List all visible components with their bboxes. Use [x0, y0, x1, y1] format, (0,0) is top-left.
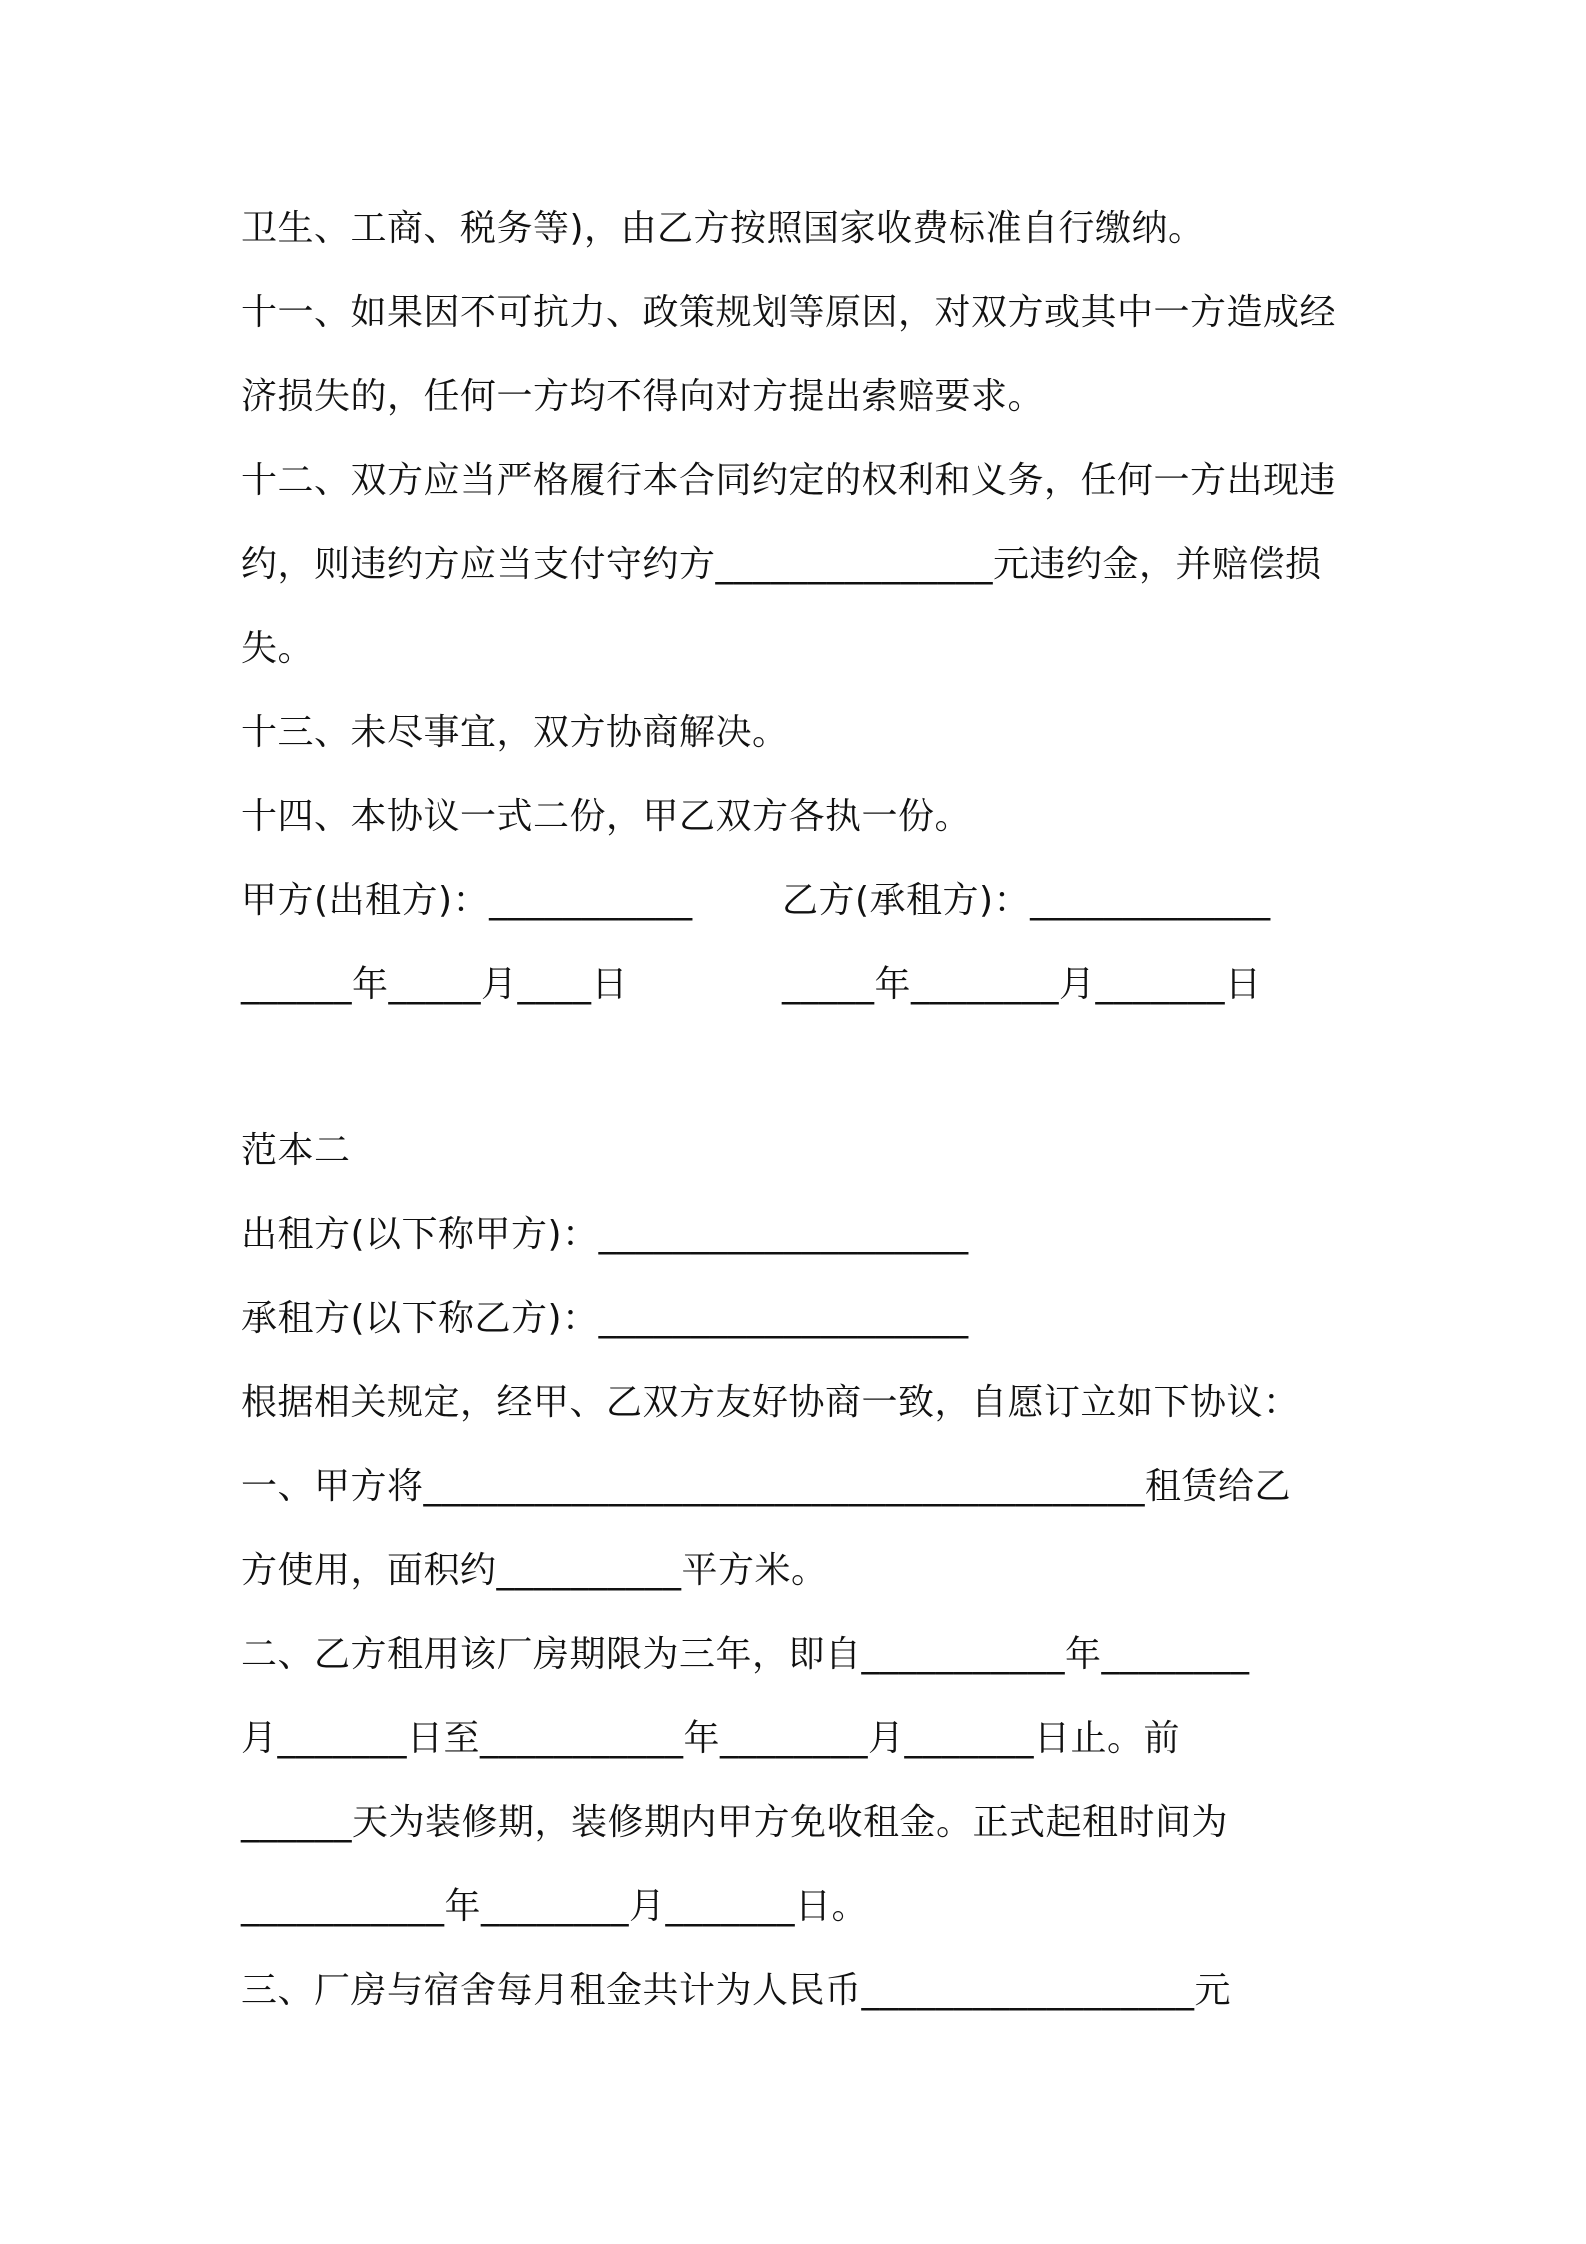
- clause-twelve-line-2: 约，则违约方应当支付守约方_______________元违约金，并赔偿损: [241, 544, 1322, 585]
- clause-twelve-line-1: 十二、双方应当严格履行本合同约定的权利和义务，任何一方出现违: [241, 460, 1337, 501]
- clause-two-line-1: 二、乙方租用该厂房期限为三年，即自___________年________: [241, 1634, 1250, 1675]
- clause-one-line-2: 方使用，面积约__________平方米。: [241, 1550, 828, 1591]
- clause-two-line-4: ___________年________月_______日。: [241, 1886, 868, 1927]
- paragraph-line: 卫生、工商、税务等)，由乙方按照国家收费标准自行缴纳。: [241, 208, 1205, 249]
- clause-two-line-3: ______天为装修期，装修期内甲方免收租金。正式起租时间为: [241, 1802, 1229, 1843]
- party-a-signature: 甲方(出租方)：___________: [241, 880, 693, 921]
- clause-three-line-1: 三、厂房与宿舍每月租金共计为人民币__________________元: [241, 1970, 1232, 2011]
- clause-eleven-line-2: 济损失的，任何一方均不得向对方提出索赔要求。: [241, 376, 1045, 417]
- party-b-date: _____年________月_______日: [782, 964, 1262, 1005]
- clause-thirteen: 十三、未尽事宜，双方协商解决。: [241, 712, 789, 753]
- clause-two-line-2: 月_______日至___________年________月_______日止。前: [241, 1718, 1181, 1759]
- party-b-signature: 乙方(承租方)：_____________: [782, 880, 1271, 921]
- clause-eleven-line-1: 十一、如果因不可抗力、政策规划等原因，对双方或其中一方造成经: [241, 292, 1337, 333]
- lessor-line: 出租方(以下称甲方)：____________________: [241, 1214, 969, 1255]
- clause-one-line-1: 一、甲方将_______________________________________租赁给乙: [241, 1466, 1292, 1507]
- preamble-line: 根据相关规定，经甲、乙双方友好协商一致，自愿订立如下协议：: [241, 1382, 1300, 1423]
- clause-twelve-line-3: 失。: [241, 628, 315, 669]
- section-title: 范本二: [241, 1130, 351, 1171]
- party-a-date: ______年_____月____日: [241, 964, 629, 1005]
- clause-fourteen: 十四、本协议一式二份，甲乙双方各执一份。: [241, 796, 972, 837]
- lessee-line: 承租方(以下称乙方)：____________________: [241, 1298, 969, 1339]
